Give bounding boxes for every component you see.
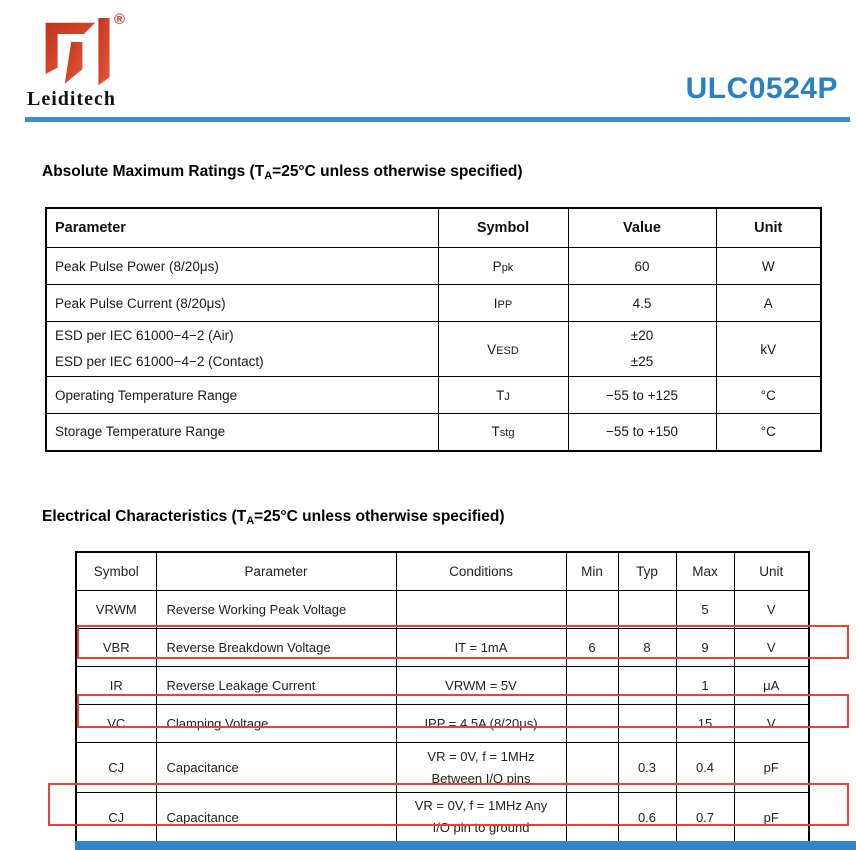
cell-symbol: Ppk	[438, 248, 568, 285]
highlight-box-vbr-row	[77, 625, 849, 659]
highlight-box-cj-row	[48, 783, 849, 826]
cell-parameter: Reverse Working Peak Voltage	[156, 591, 396, 629]
cell-unit: kV	[716, 322, 821, 377]
cell-parameter: Reverse Leakage Current	[156, 667, 396, 705]
cell-max: 0.4	[676, 743, 734, 793]
absolute-maximum-ratings-table	[45, 207, 822, 452]
cell-parameter: Peak Pulse Current (8/20μs)	[46, 285, 438, 322]
cell-symbol: VRWM	[76, 591, 156, 629]
highlight-box-vc-row	[77, 694, 849, 728]
registered-trademark-icon: ®	[114, 11, 126, 28]
col-header-unit: Unit	[716, 208, 821, 248]
cell-unit: V	[734, 629, 809, 667]
col-header-max: Max	[676, 552, 734, 591]
cell-unit: W	[716, 248, 821, 285]
table-header-row	[46, 208, 821, 248]
cell-min	[566, 591, 618, 629]
cell-unit: μA	[734, 667, 809, 705]
cell-parameter: ESD per IEC 61000−4−2 (Air) ESD per IEC 61000−4−2 (Contact)	[46, 322, 438, 377]
cell-value: ±20 ±25	[568, 322, 716, 377]
table-row	[46, 285, 821, 322]
table-row	[46, 377, 821, 414]
table-row	[76, 591, 809, 629]
cell-conditions: IT = 1mA	[396, 629, 566, 667]
cell-symbol: VC	[76, 705, 156, 743]
cell-parameter: Clamping Voltage	[156, 705, 396, 743]
cell-typ: 0.3	[618, 743, 676, 793]
table-row	[46, 414, 821, 451]
cell-symbol: Tstg	[438, 414, 568, 451]
cell-conditions: IPP = 4.5A (8/20μs)	[396, 705, 566, 743]
cell-unit: V	[734, 591, 809, 629]
cell-max: 15	[676, 705, 734, 743]
leiditech-logo-icon	[36, 10, 116, 90]
cell-unit: °C	[716, 377, 821, 414]
cell-parameter: Reverse Breakdown Voltage	[156, 629, 396, 667]
col-header-value: Value	[568, 208, 716, 248]
cell-symbol: TJ	[438, 377, 568, 414]
header-divider	[25, 117, 850, 122]
cell-typ: 0.6	[618, 793, 676, 843]
abs-max-section-title: Absolute Maximum Ratings (TA=25°C unless otherwise specified)	[42, 163, 523, 182]
cell-conditions: VRWM = 5V	[396, 667, 566, 705]
col-header-parameter: Parameter	[46, 208, 438, 248]
col-header-unit: Unit	[734, 552, 809, 591]
cell-unit: pF	[734, 793, 809, 843]
cell-parameter: Operating Temperature Range	[46, 377, 438, 414]
cell-symbol: IR	[76, 667, 156, 705]
cell-conditions	[396, 591, 566, 629]
cell-conditions: VR = 0V, f = 1MHz Any I/O pin to ground	[396, 793, 566, 843]
footer-divider	[75, 841, 856, 850]
cell-parameter: Capacitance	[156, 743, 396, 793]
cell-symbol: IPP	[438, 285, 568, 322]
cell-typ: 8	[618, 629, 676, 667]
cell-symbol: VESD	[438, 322, 568, 377]
cell-parameter: Storage Temperature Range	[46, 414, 438, 451]
cell-value: −55 to +150	[568, 414, 716, 451]
col-header-conditions: Conditions	[396, 552, 566, 591]
cell-value: 60	[568, 248, 716, 285]
cell-value: 4.5	[568, 285, 716, 322]
cell-conditions: VR = 0V, f = 1MHz Between I/O pins	[396, 743, 566, 793]
part-number-title: ULC0524P	[685, 72, 838, 105]
table-header-row	[76, 552, 809, 591]
col-header-typ: Typ	[618, 552, 676, 591]
cell-symbol: CJ	[76, 793, 156, 843]
cell-max: 5	[676, 591, 734, 629]
cell-max: 0.7	[676, 793, 734, 843]
cell-unit: °C	[716, 414, 821, 451]
cell-typ	[618, 591, 676, 629]
cell-value: −55 to +125	[568, 377, 716, 414]
cell-symbol: CJ	[76, 743, 156, 793]
cell-parameter: Capacitance	[156, 793, 396, 843]
col-header-symbol: Symbol	[76, 552, 156, 591]
elec-char-section-title: Electrical Characteristics (TA=25°C unless otherwise specified)	[42, 508, 505, 527]
cell-unit: pF	[734, 743, 809, 793]
cell-unit: A	[716, 285, 821, 322]
cell-symbol: VBR	[76, 629, 156, 667]
cell-parameter: Peak Pulse Power (8/20μs)	[46, 248, 438, 285]
col-header-parameter: Parameter	[156, 552, 396, 591]
table-row	[46, 322, 821, 377]
cell-min: 6	[566, 629, 618, 667]
col-header-symbol: Symbol	[438, 208, 568, 248]
cell-unit: V	[734, 705, 809, 743]
table-row	[46, 248, 821, 285]
brand-name: Leiditech	[27, 88, 116, 110]
col-header-min: Min	[566, 552, 618, 591]
cell-max: 9	[676, 629, 734, 667]
cell-max: 1	[676, 667, 734, 705]
